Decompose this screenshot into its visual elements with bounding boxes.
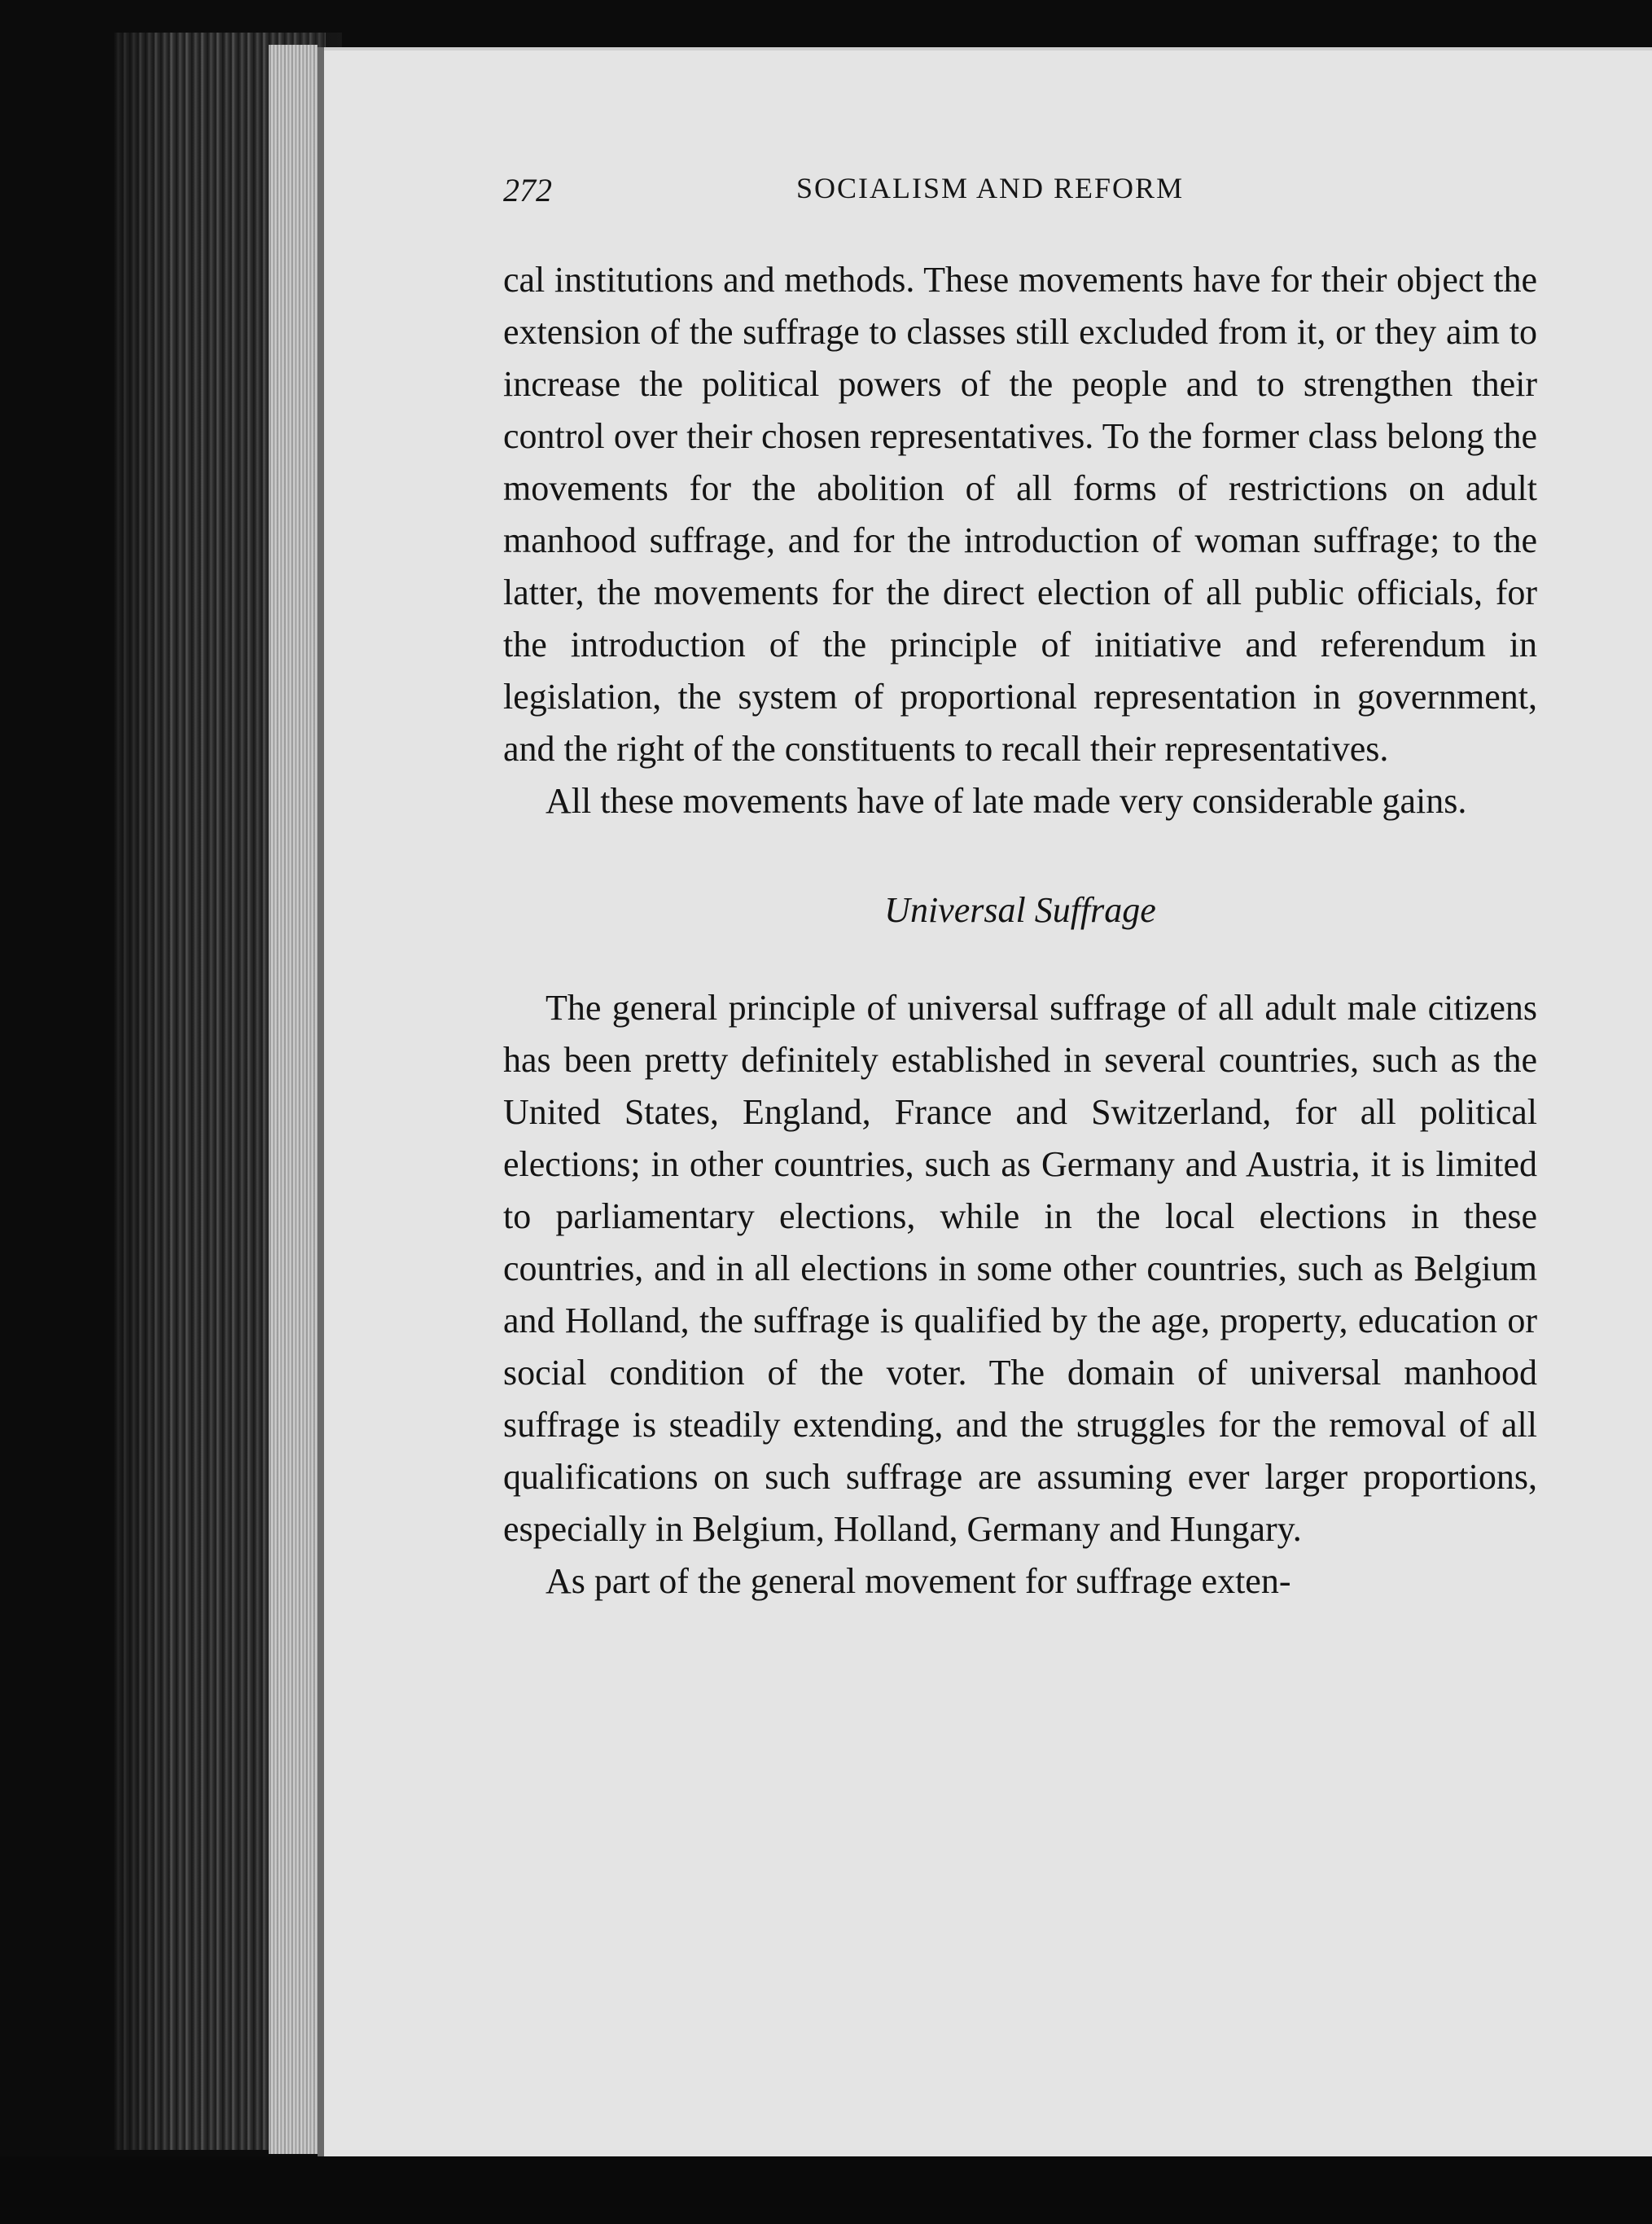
page-header <box>503 171 1537 220</box>
scan-bottom-border <box>0 2156 1652 2224</box>
page-body <box>503 254 1537 1608</box>
page-number: 272 <box>503 172 552 208</box>
paragraph-gains: All these movements have of late made very considerable gains. <box>546 781 1467 821</box>
page-gutter-line <box>318 47 324 2156</box>
section-heading: Universal Suffrage <box>884 890 1156 930</box>
paragraph-continuation: cal institutions and methods. These movements have for their object the extension of the suffrage to classes still excluded from it, or they aim to increase the political powers of the people and to strengthen their control over their chosen representatives. To the former class belong the movements for the abolition of all forms of restrictions on adult manhood suffrage, and for the introduction of woman suffrage; to the latter, the movements for the direct election of all public officials, for the introduction of the principle of initiative and referendum in legislation, the system of proportional representation in government, and the right of the constituents to recall their representatives. <box>503 260 1537 769</box>
page-stack-edge <box>269 45 318 2154</box>
paragraph-universal-suffrage: The general principle of universal suffrage of all adult male citizens has been pretty definitely established in several countries, such as the United States, England, France and Switzerland, for all political elections; in other countries, such as Germany and Austria, it is limited to parliamentary elections, while in the local elections in these countries, and in all elections in some other countries, such as Belgium and Holland, the suffrage is qualified by the age, property, education or social condition of the voter. The domain of universal manhood suffrage is steadily extending, and the struggles for the removal of all qualifications on such suffrage are assuming ever larger proportions, especially in Belgium, Holland, Germany and Hungary. <box>503 988 1537 1549</box>
paragraph-suffrage-extension: As part of the general movement for suffrage exten- <box>546 1561 1291 1601</box>
running-head: SOCIALISM AND REFORM <box>796 172 1185 204</box>
